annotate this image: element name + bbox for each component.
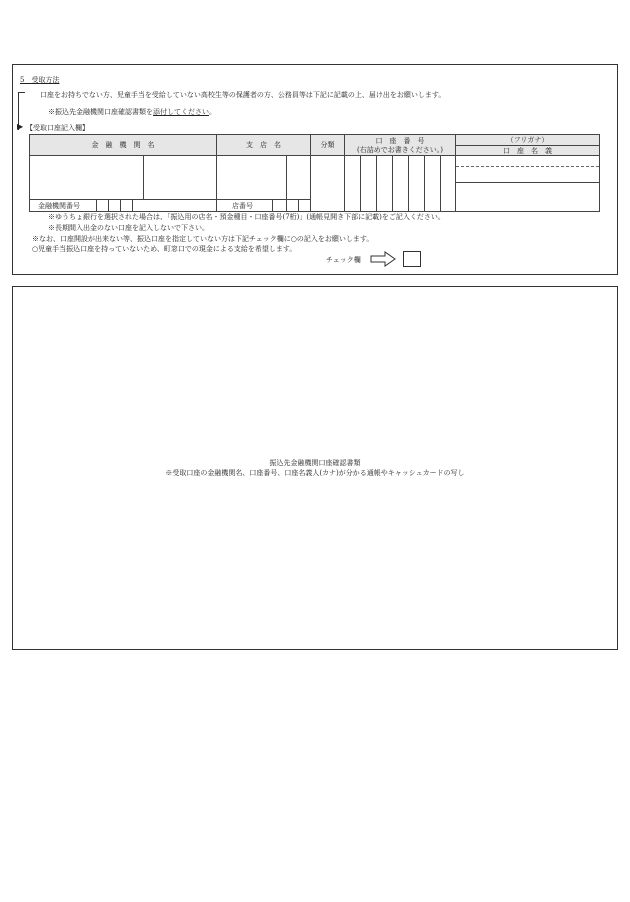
bank-name-split — [143, 155, 144, 199]
account-digit-line-2 — [376, 155, 377, 212]
account-number-subheader: (右詰めでお書きください。) — [357, 146, 443, 154]
branch-code-box-2 — [286, 199, 287, 212]
branch-split — [286, 155, 287, 199]
holder-header-label: 口 座 名 義 — [503, 147, 552, 155]
category-account-divider — [344, 155, 345, 212]
bank-name-header-label: 金 融 機 関 名 — [91, 141, 155, 149]
account-digit-line-3 — [392, 155, 393, 212]
holder-header — [455, 134, 600, 156]
category-header-label: 分類 — [320, 141, 335, 149]
note-no-account: ※なお、口座開設が出来ない等、振込口座を指定していない方は下記チェック欄に○の記入をお願いします。 — [32, 235, 374, 243]
branch-name-header — [216, 134, 311, 156]
account-digit-line-4 — [408, 155, 409, 212]
furigana-header: （フリガナ） — [456, 136, 599, 146]
bank-branch-divider — [216, 155, 217, 212]
note-dormant: ※長期間入出金のない口座を記入しないで下さい。 — [48, 224, 209, 232]
account-number-header — [344, 134, 456, 156]
account-holder-divider — [455, 155, 456, 212]
right-arrow-icon — [370, 251, 396, 267]
check-label: チェック欄 — [326, 256, 361, 264]
account-digit-line-6 — [440, 155, 441, 212]
instruction-line2-underlined: 添付してください — [153, 108, 209, 116]
branch-name-header-label: 支 店 名 — [246, 141, 281, 149]
bank-code-box-4 — [132, 199, 133, 212]
instruction-line2-suffix: 。 — [209, 108, 216, 116]
account-digit-line-5 — [424, 155, 425, 212]
instruction-line2 — [48, 108, 216, 117]
note-yucho: ※ゆうちょ銀行を選択された場合は、「振込用の店名・預金種目・口座番号(7桁)」(通帳見開き下部に記載)をご記入ください。 — [48, 213, 445, 221]
branch-code-label: 店番号 — [232, 202, 253, 210]
branch-category-divider — [310, 155, 311, 212]
account-number-header-label: 口 座 番 号 — [375, 137, 425, 145]
code-row-line — [30, 199, 310, 200]
instruction-line2-prefix: ※振込先金融機関口座確認書類を — [48, 108, 153, 116]
arrow-icon: ▶ — [17, 122, 24, 131]
attachment-area — [12, 286, 618, 650]
check-box[interactable] — [403, 251, 421, 267]
attachment-description: ※受取口座の金融機関名、口座番号、口座名義人(カナ)が分かる通帳やキャッシュカードの写し — [165, 469, 465, 477]
instruction-line1: 口座をお持ちでない方、児童手当を受給していない高校生等の保護者の方、公務員等は下記に記載の上、届け出をお願いします。 — [40, 91, 446, 99]
furigana-row-line — [456, 166, 599, 167]
bank-name-header — [29, 134, 217, 156]
bank-code-box-2 — [108, 199, 109, 212]
account-digit-line-1 — [360, 155, 361, 212]
bank-code-label: 金融機関番号 — [38, 202, 80, 210]
table-title: 【受取口座記入欄】 — [26, 124, 89, 132]
category-header — [310, 134, 345, 156]
bank-code-box-3 — [120, 199, 121, 212]
attachment-title: 振込先金融機関口座確認書類 — [269, 459, 361, 467]
note-cash: ○児童手当振込口座を持っていないため、町窓口での現金による支給を希望します。 — [32, 245, 297, 253]
holder-row-line — [456, 182, 599, 183]
section-heading: 5 受取方法 — [20, 76, 60, 84]
bank-code-box-1 — [96, 199, 97, 212]
branch-code-box-3 — [298, 199, 299, 212]
branch-code-box-1 — [272, 199, 273, 212]
